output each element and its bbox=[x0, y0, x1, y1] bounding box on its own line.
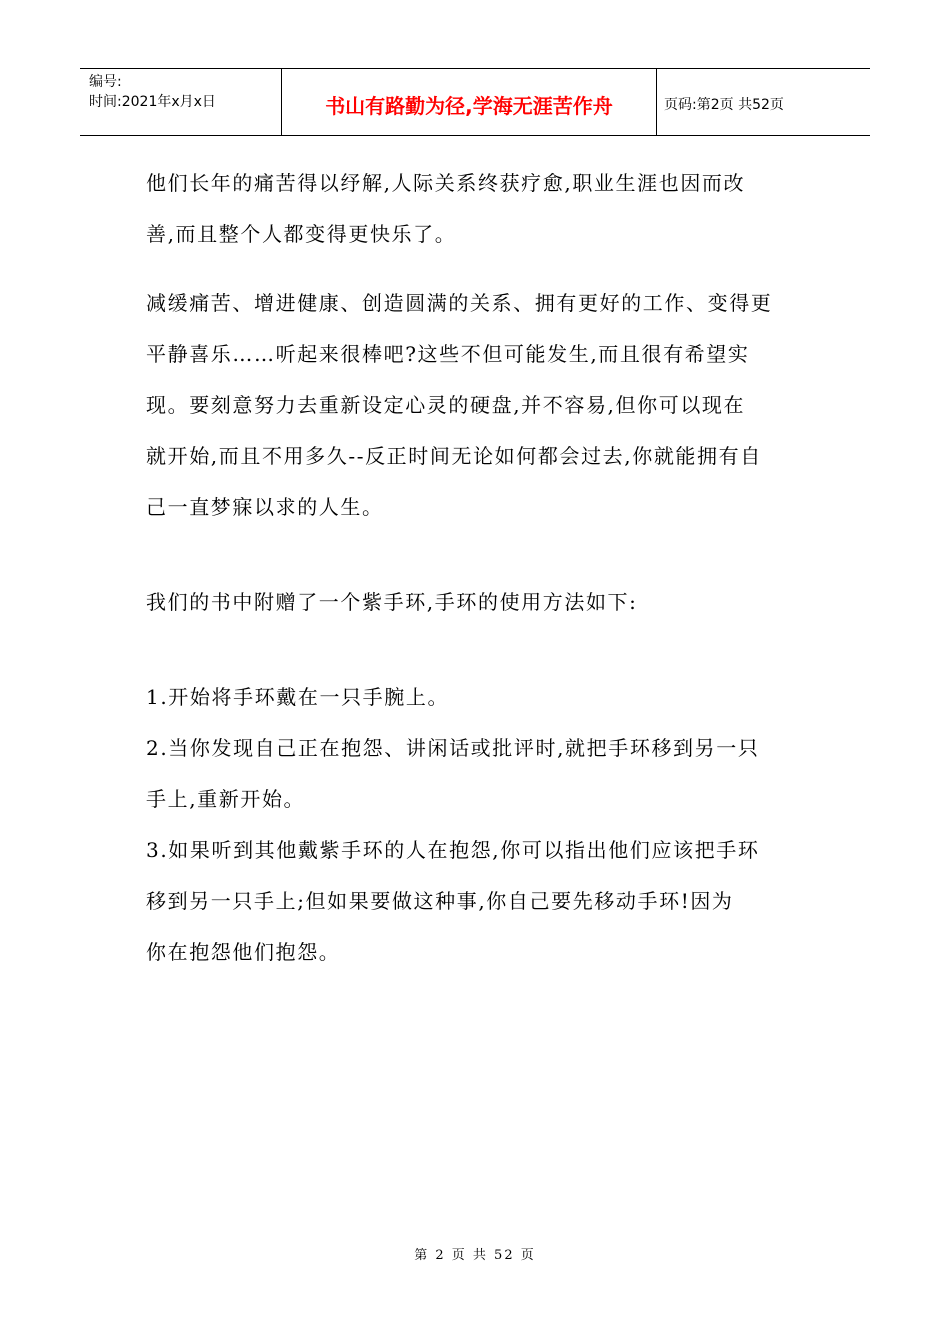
text-line: 我们的书中附赠了一个紫手环,手环的使用方法如下: bbox=[146, 590, 638, 614]
text-line: 减缓痛苦、增进健康、创造圆满的关系、拥有更好的工作、变得更 bbox=[146, 291, 773, 315]
paragraph-3 bbox=[146, 577, 806, 628]
text-line: 现。要刻意努力去重新设定心灵的硬盘,并不容易,但你可以现在 bbox=[146, 393, 746, 417]
text-line: 他们长年的痛苦得以纾解,人际关系终获疗愈,职业生涯也因而改 bbox=[146, 171, 746, 195]
page-footer: 第 2 页 共 52 页 bbox=[414, 1248, 536, 1263]
text-line: 平静喜乐……听起来很棒吧?这些不但可能发生,而且很有希望实 bbox=[146, 342, 750, 366]
text-line: 己一直梦寐以求的人生。 bbox=[146, 495, 384, 519]
list-item: 2.当你发现自己正在抱怨、讲闲话或批评时,就把手环移到另一只 bbox=[146, 736, 760, 760]
header-meta bbox=[80, 69, 282, 135]
document-number-label: 编号: bbox=[89, 74, 122, 90]
text-line: 就开始,而且不用多久--反正时间无论如何都会过去,你就能拥有自 bbox=[146, 444, 762, 468]
list-item: 你在抱怨他们抱怨。 bbox=[146, 940, 341, 964]
document-body bbox=[146, 158, 806, 978]
paragraph-1 bbox=[146, 158, 806, 260]
header-motto: 书山有路勤为径,学海无涯苦作舟 bbox=[282, 69, 657, 135]
text-line: 善,而且整个人都变得更快乐了。 bbox=[146, 222, 457, 246]
paragraph-2 bbox=[146, 278, 806, 533]
page-header bbox=[80, 68, 870, 136]
instruction-list bbox=[146, 672, 806, 978]
header-page-info: 页码:第2页 共52页 bbox=[664, 96, 784, 113]
list-item: 手上,重新开始。 bbox=[146, 787, 306, 811]
list-item: 移到另一只手上;但如果要做这种事,你自己要先移动手环!因为 bbox=[146, 889, 734, 913]
document-time-label: 时间:2021年x月x日 bbox=[89, 94, 216, 110]
list-item: 1.开始将手环戴在一只手腕上。 bbox=[146, 685, 450, 709]
list-item: 3.如果听到其他戴紫手环的人在抱怨,你可以指出他们应该把手环 bbox=[146, 838, 760, 862]
